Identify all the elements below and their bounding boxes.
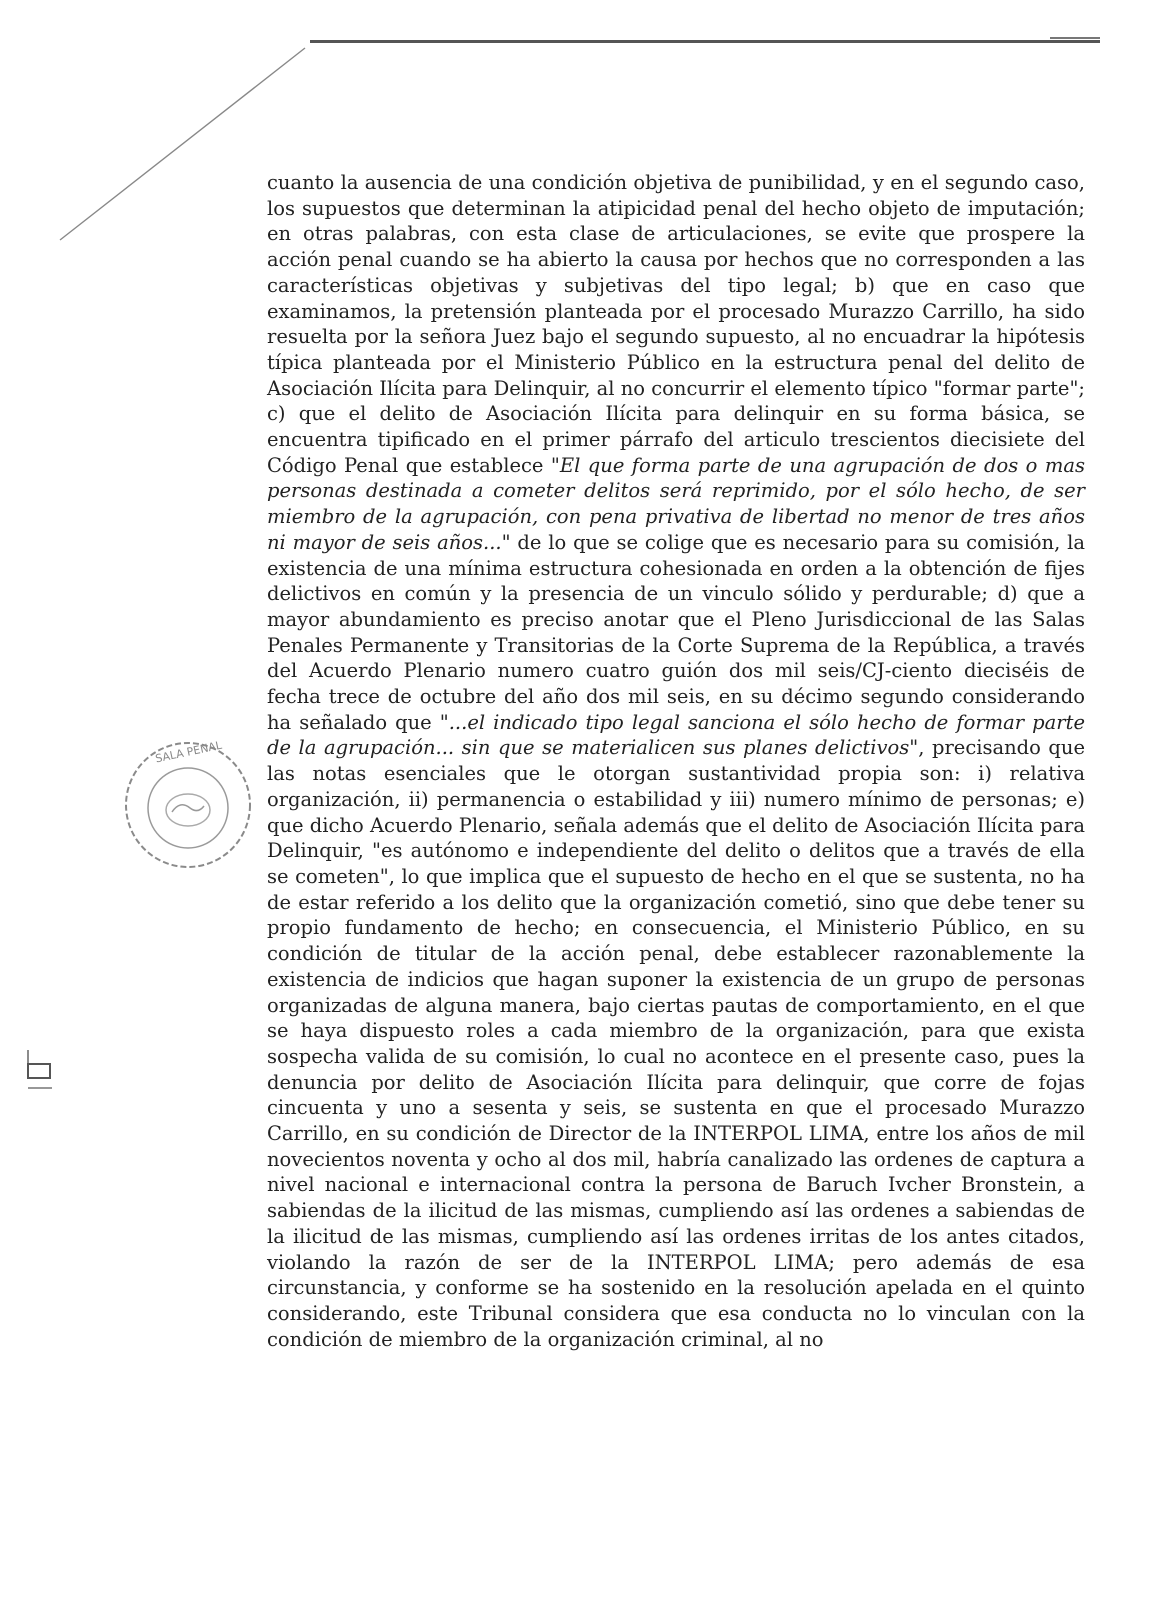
paragraph-part-3: , precisando que las notas esenciales que le otorgan sustantividad propia son: i) relativa organización, ii) permanencia o estabilidad y iii) numero mínimo de personas; e) que dicho Acuerdo Plenario, señala además que el delito de Asociación Ilícita para Delinquir, "es autónomo e independiente del delito o delitos que a través de ella se cometen", lo que implica que el supuesto de hecho en el que se sustenta, no ha de estar referido a los delito que la organización cometió, sino que debe tener su propio fundamento de hecho; en consecuencia, el Ministerio Público, en su condición de titular de la acción penal, debe establecer razonablemente la existencia de indicios que hagan suponer la existencia de un grupo de personas organizadas de alguna manera, bajo ciertas pautas de comportamiento, en el que se haya dispuesto roles a cada miembro de la organización, para que exista sospecha valida de su comisión, lo cual no acontece en el presente caso, pues la denuncia por delito de Asociación Ilícita para delinquir, que corre de fojas cincuenta y uno a sesenta y seis, se sustenta en que el procesado Murazzo Carrillo, en su condición de Director de la INTERPOL LIMA, entre los años de mil novecientos noventa y ocho al dos mil, habría canalizado las ordenes de captura a nivel nacional e internacional contra la persona de Baruch Ivcher Bronstein, a sabiendas de la ilicitud de las mismas, cumpliendo así las ordenes a sabiendas de la ilicitud de las mismas, cumpliendo así las ordenes irritas de los antes citados, violando la razón de ser de la INTERPOL LIMA; pero además de esa circunstancia, y conforme se ha sostenido en la resolución apelada en el quinto considerando, este Tribunal considera que esa conducta no lo vinculan con la condición de miembro de la organización criminal, al no xyxy=(267,736,1086,1351)
paragraph-part-1: cuanto la ausencia de una condición objetiva de punibilidad, y en el segundo caso, los supuestos que determinan la atipicidad penal del hecho objeto de imputación; en otras palabras, con esta clase de articulaciones, se evite que prospere la acción penal cuando se ha abierto la causa por hechos que no corresponden a las características objetivas y subjetivas del tipo legal; b) que en caso que examinamos, la pretensión planteada por el procesado Murazzo Carrillo, ha sido resuelta por la señora Juez bajo el segundo supuesto, al no encuadrar la hipótesis típica planteada por el Ministerio Público en la estructura penal del delito de Asociación Ilícita para Delinquir, al no concurrir el elemento típico "formar parte"; c) que el delito de Asociación Ilícita para delinquir en su forma básica, se encuentra tipificado en el primer párrafo del articulo trescientos diecisiete del Código Penal que establece xyxy=(267,171,1085,477)
court-seal-stamp xyxy=(108,730,268,880)
quoted-plenary-agreement: "...el indicado tipo legal sanciona el sólo hecho de formar parte de la agrupación... sin que se materialicen sus planes delictivos" xyxy=(267,710,1085,760)
top-rule-end xyxy=(1050,37,1100,39)
svg-text:SALA PENAL: SALA PENAL xyxy=(154,738,224,766)
quoted-statute: "El que forma parte de una agrupación de dos o mas personas destinada a cometer delitos será reprimido, por el sólo hecho, de ser miembro de la agrupación, con pena privativa de libertad no menor de tres años ni mayor de seis años..." xyxy=(267,453,1085,554)
margin-mark-icon xyxy=(20,1050,60,1110)
body-paragraph xyxy=(267,170,1085,1352)
paragraph-part-2: de lo que se colige que es necesario para su comisión, la existencia de una mínima estructura cohesionada en orden a la obtención de fijes delictivos en común y la presencia de un vinculo sólido y perdurable; d) que a mayor abundamiento es preciso anotar que el Pleno Jurisdiccional de las Salas Penales Permanente y Transitorias de la Corte Suprema de la República, a través del Acuerdo Plenario numero cuatro guión dos mil seis/CJ-ciento dieciséis de fecha trece de octubre del año dos mil seis, en su décimo segundo considerando ha señalado que xyxy=(267,530,1085,734)
top-rule xyxy=(310,40,1100,43)
